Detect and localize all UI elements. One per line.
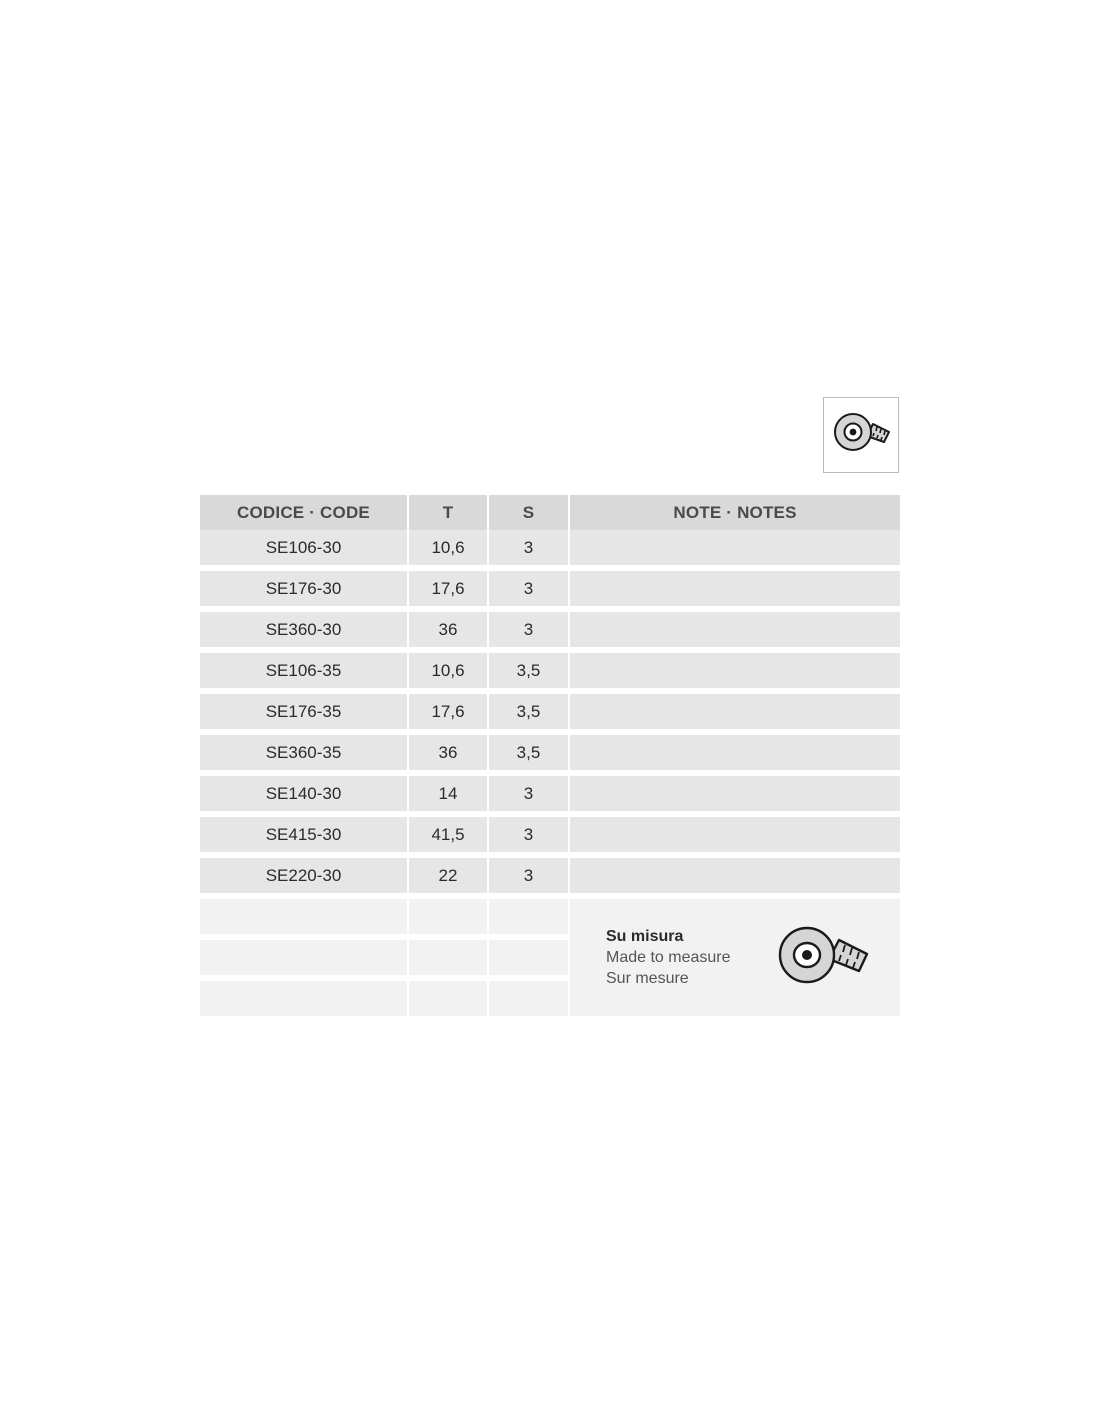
cell-t: 41,5 [409,817,489,858]
cell-t: 36 [409,612,489,653]
table-header-row [200,495,900,530]
table-row [200,571,900,612]
made-to-measure-line-it: Su misura [606,928,684,945]
table-row [200,694,900,735]
cell-s: 3,5 [489,694,570,735]
cell-code: SE176-30 [200,571,409,612]
cell-s: 3 [489,858,570,899]
tape-measure-badge [823,397,899,473]
tape-measure-icon [775,922,873,994]
cell-t: 10,6 [409,530,489,571]
cell-code: SE360-35 [200,735,409,776]
cell-code: SE140-30 [200,776,409,817]
cell-s: 3 [489,612,570,653]
cell-note [570,612,900,653]
cell-note [570,530,900,571]
made-to-measure-cell [570,899,900,1022]
cell-note [570,735,900,776]
table-row [200,653,900,694]
cell-s: 3,5 [489,735,570,776]
cell-t: 10,6 [409,653,489,694]
cell-s: 3,5 [489,653,570,694]
cell-s: 3 [489,817,570,858]
column-header-s: S [489,495,570,530]
cell-s [489,899,570,940]
spec-table-container [200,495,900,1022]
table-row [200,899,900,940]
made-to-measure-line-en: Made to measure [606,949,731,966]
cell-t: 22 [409,858,489,899]
cell-note [570,776,900,817]
cell-s [489,940,570,981]
cell-code [200,981,409,1022]
cell-s: 3 [489,530,570,571]
cell-t [409,981,489,1022]
column-header-t: T [409,495,489,530]
cell-code: SE106-35 [200,653,409,694]
cell-t: 17,6 [409,571,489,612]
cell-s: 3 [489,571,570,612]
cell-code: SE106-30 [200,530,409,571]
cell-code [200,940,409,981]
cell-code: SE360-30 [200,612,409,653]
table-row [200,858,900,899]
cell-code: SE220-30 [200,858,409,899]
table-row [200,817,900,858]
cell-note [570,653,900,694]
made-to-measure-text [606,926,731,989]
cell-t [409,940,489,981]
cell-t: 36 [409,735,489,776]
made-to-measure-line-fr: Sur mesure [606,970,689,987]
cell-note [570,571,900,612]
cell-t: 14 [409,776,489,817]
column-header-code: CODICE · CODE [200,495,409,530]
cell-note [570,858,900,899]
cell-code: SE176-35 [200,694,409,735]
cell-code: SE415-30 [200,817,409,858]
cell-note [570,817,900,858]
cell-note [570,694,900,735]
cell-t: 17,6 [409,694,489,735]
cell-t [409,899,489,940]
table-row [200,530,900,571]
table-row [200,612,900,653]
table-row [200,776,900,817]
spec-table [200,495,900,1022]
cell-code [200,899,409,940]
table-row [200,735,900,776]
column-header-notes: NOTE · NOTES [570,495,900,530]
cell-s [489,981,570,1022]
cell-s: 3 [489,776,570,817]
